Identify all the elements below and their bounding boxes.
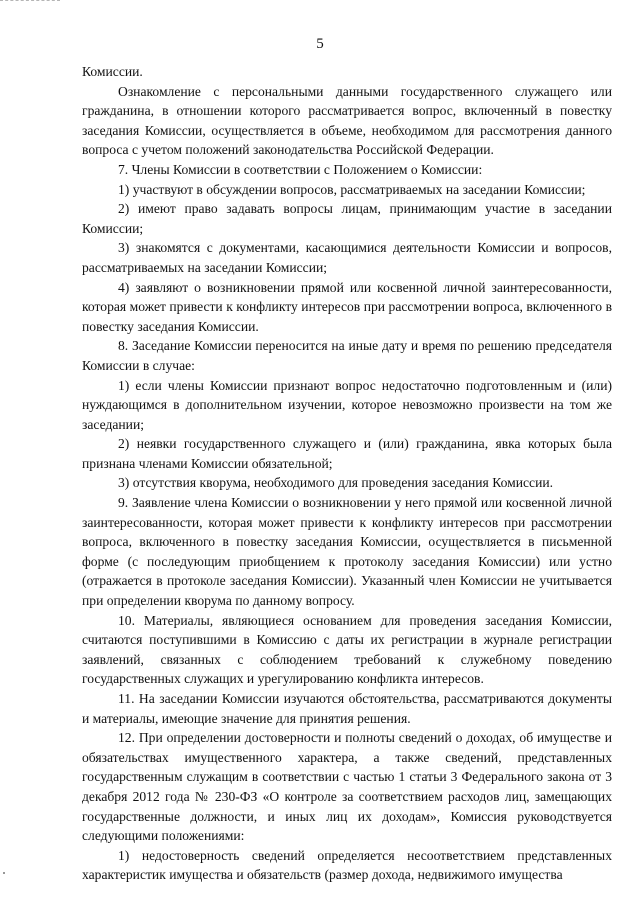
paragraph: Комиссии. xyxy=(82,64,143,79)
scan-speck xyxy=(3,872,5,874)
paragraph: 7. Члены Комиссии в соответствии с Положением о Комиссии: xyxy=(118,161,483,177)
paragraph: 3) знакомятся с документами, касающимися деятельности Комиссии и вопросов, рассматриваемых на заседании Комиссии; xyxy=(82,240,612,275)
paragraph: 11. На заседании Комиссии изучаются обстоятельства, рассматриваются документы и материалы, имеющие значение для принятия решения. xyxy=(82,691,612,726)
paragraph: 8. Заседание Комиссии переносится на иные дату и время по решению председателя Комиссии в случае: xyxy=(82,338,612,373)
document-body xyxy=(82,62,612,885)
paragraph: 12. При определении достоверности и полноты сведений о доходах, об имуществе и обязательствах имущественного характера, а также сведений, представленных государственным служащим в соответствии с частью 1 статьи 3 Федерального закона от 3 декабря 2012 года № 230-ФЗ «О контроле за соответствием расходов лиц, замещающих государственные должности, и иных лиц их доходам», Комиссия руководствуется следующими положениями: xyxy=(82,730,612,844)
paragraph: 3) отсутствия кворума, необходимого для проведения заседания Комиссии. xyxy=(118,475,554,491)
paragraph: 4) заявляют о возникновении прямой или косвенной личной заинтересованности, которая может привести к конфликту интересов при рассмотрении вопроса, включенного в повестку заседания Комиссии. xyxy=(82,279,612,334)
scan-artifact-mark xyxy=(0,0,60,4)
paragraph: Ознакомление с персональными данными государственного служащего или гражданина, в отношении которого рассматривается вопрос, включенный в повестку заседания Комиссии, осуществляется в объеме, необходимом для рассмотрения данного вопроса с учетом положений законодательства Российской Федерации. xyxy=(82,83,612,158)
paragraph: 1) участвуют в обсуждении вопросов, рассматриваемых на заседании Комиссии; xyxy=(118,181,586,197)
paragraph: 1) недостоверность сведений определяется несоответствием представленных характеристик имущества и обязательств (размер дохода, недвижимого имущества xyxy=(82,847,612,883)
paragraph: 9. Заявление члена Комиссии о возникновении у него прямой или косвенной личной заинтересованности, которая может привести к конфликту интересов при рассмотрении вопроса, включенного в повестку заседания Комиссии, осуществляется в письменной форме (с последующим приобщением к протоколу заседания Комиссии) или устно (отражается в протоколе заседания Комиссии). Указанный член Комиссии не учитывается при определении кворума по данному вопросу. xyxy=(82,495,612,609)
page-number: 5 xyxy=(316,36,324,52)
paragraph: 10. Материалы, являющиеся основанием для проведения заседания Комиссии, считаются поступившими в Комиссию с даты их регистрации в журнале регистрации заявлений, связанных с соблюдением требований к служебному поведению государственных служащих и урегулированию конфликта интересов. xyxy=(82,612,612,687)
paragraph: 2) неявки государственного служащего и (или) гражданина, явка которых была признана членами Комиссии обязательной; xyxy=(82,436,612,471)
paragraph: 1) если члены Комиссии признают вопрос недостаточно подготовленным и (или) нуждающимся в дополнительном изучении, которое невозможно произвести на том же заседании; xyxy=(82,377,612,432)
paragraph: 2) имеют право задавать вопросы лицам, принимающим участие в заседании Комиссии; xyxy=(82,201,612,236)
